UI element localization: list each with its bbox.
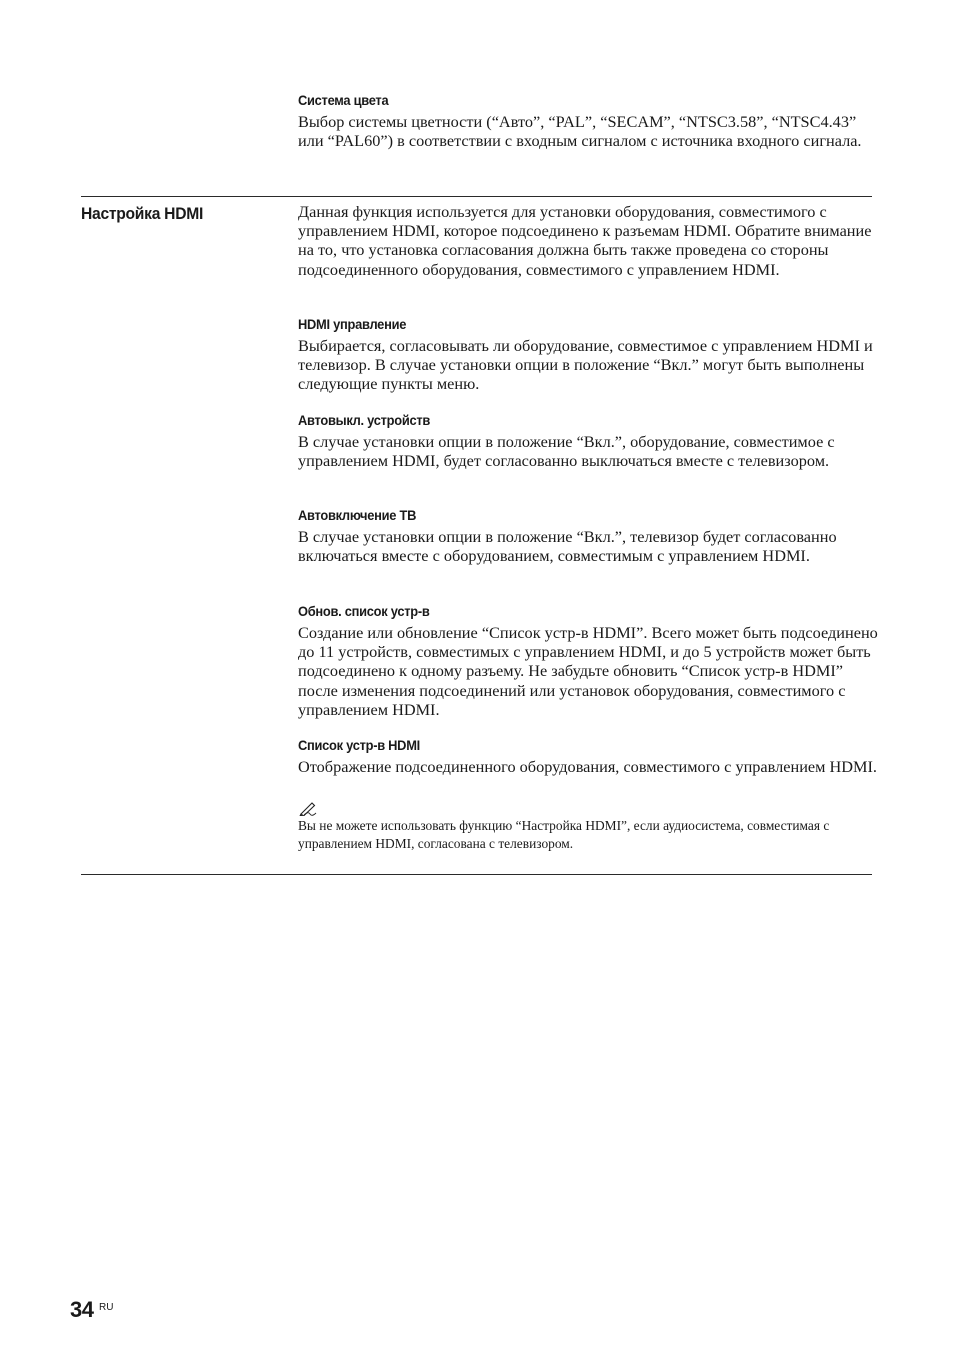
hdmi-control-text: Выбирается, согласовывать ли оборудование, совместимое с управлением HDMI и телевизор. В случае установки опции в положение “Вкл.” могут быть выполнены следующие пункты меню.	[298, 336, 873, 394]
auto-on-heading: Автовключение ТВ	[298, 507, 417, 523]
auto-on-text: В случае установки опции в положение “Вкл.”, телевизор будет согласованно включаться вместе с оборудованием, совместимым с управлением HDMI.	[298, 527, 837, 566]
update-device-list-text: Создание или обновление “Список устр-в HDMI”. Всего может быть подсоединено до 11 устройств, совместимых с управлением HDMI, и до 5 устройств может быть подсоединено к одному разъему. Не забудьте обновить “Список устр-в HDMI” после изменения подсоединений или установок оборудования, совместимого с управлением HDMI.	[298, 623, 878, 719]
device-list-text: Отображение подсоединенного оборудования, совместимого с управлением HDMI.	[298, 757, 877, 776]
hdmi-settings-title: Настройка HDMI	[81, 204, 204, 223]
update-device-list-heading: Обнов. список устр-в	[298, 603, 430, 619]
auto-off-heading: Автовыкл. устройств	[298, 412, 431, 428]
device-list-heading: Список устр-в HDMI	[298, 737, 420, 753]
auto-off-text: В случае установки опции в положение “Вкл.”, оборудование, совместимое с управлением HDMI, будет согласованно выключаться вместе с телевизором.	[298, 432, 835, 471]
pencil-note-icon	[298, 800, 318, 816]
section-divider-bottom	[81, 874, 872, 875]
section-divider-top	[81, 196, 872, 197]
color-system-text: Выбор системы цветности (“Авто”, “PAL”, “SECAM”, “NTSC3.58”, “NTSC4.43” или “PAL60”) в соответствии с входным сигналом с источника входного сигнала.	[298, 112, 862, 151]
hdmi-control-heading: HDMI управление	[298, 316, 407, 332]
page-number: 34	[70, 1297, 94, 1322]
page-language-code: RU	[99, 1302, 114, 1313]
hdmi-settings-intro: Данная функция используется для установки оборудования, совместимого с управлением HDMI, которое подсоединено к разъемам HDMI. Обратите внимание на то, что установка согласования должна быть также проведена со стороны подсоединенного оборудования, совместимого с управлением HDMI.	[298, 202, 872, 279]
note-text: Вы не можете использовать функцию “Настройка HDMI”, если аудиосистема, совместимая с управлением HDMI, согласована с телевизором.	[298, 818, 830, 851]
color-system-heading: Система цвета	[298, 92, 389, 108]
